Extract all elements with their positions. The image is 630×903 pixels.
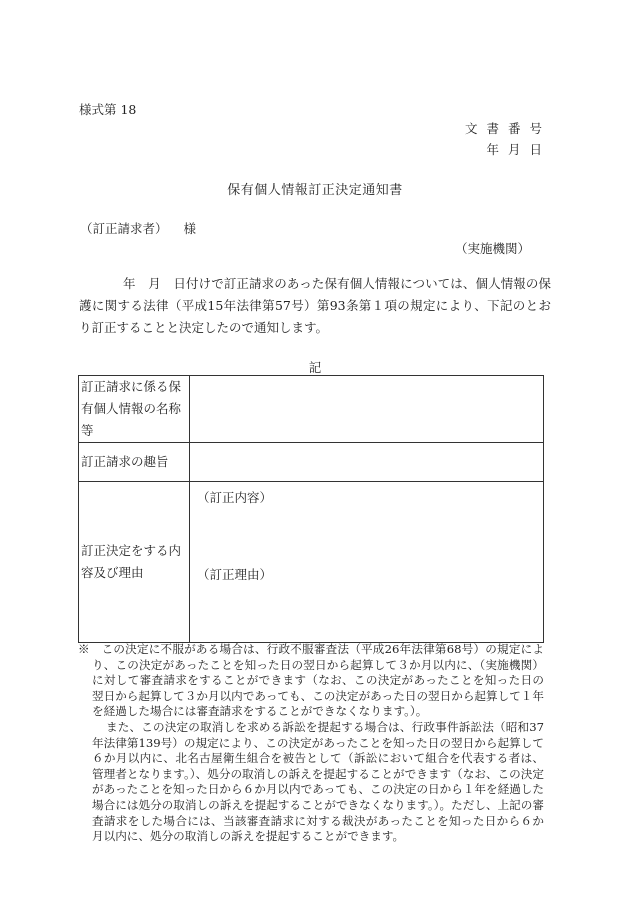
implementing-agency: （実施機関）: [454, 241, 530, 256]
addressee-honorific: 様: [183, 221, 197, 236]
row-value-request-purpose: [190, 443, 544, 482]
notice-paragraph-lawsuit: また、この決定の取消しを求める訴訟を提起する場合は、行政事件訴訟法（昭和37年法律第139号）の規定により、この決定があったことを知った日の翌日から起算して６か月以内に、北名古屋衛生組合を被告として（訴訟において組合を代表する者は、管理者となります。）、処分の取消しの訴えを提起することができます（なお、この決定があったことを知った日から６か月以内であっても、この決定の日から１年を経過した場合には処分の取消しの訴えを提起することができなくなります。）。ただし、上記の審査請求をした場合には、当該審査請求に対する裁決があったことを知った日から６か月以内に、処分の取消しの訴えを提起することができます。: [92, 719, 544, 844]
document-number-label: 文書番号: [464, 121, 551, 136]
correction-content-label: （訂正内容）: [197, 490, 273, 505]
table-row: [79, 482, 544, 643]
notice-paragraph-review: ※ この決定に不服がある場合は、行政不服審査法（平成26年法律第68号）の規定により、この決定があったことを知った日の翌日から起算して３か月以内に、（実施機関）に対して審査請求をすることができます（なお、この決定があったことを知った日の翌日から起算して３か月以内であっても、この決定があった日の翌日から起算して１年を経過した場合には審査請求をすることができなくなります。）。: [78, 642, 544, 719]
appeal-notice: [78, 642, 544, 845]
ki-heading: 記: [308, 360, 322, 375]
form-number: 様式第 18: [79, 102, 137, 117]
correction-reason-label: （訂正理由）: [197, 567, 273, 582]
row-value-decision-content: [190, 482, 544, 643]
row-value-information-name: [190, 376, 544, 443]
table-row: [79, 376, 544, 443]
table-row: [79, 443, 544, 482]
addressee: [80, 219, 196, 237]
row-label-decision-content: 訂正決定をする内容及び理由: [79, 482, 190, 643]
body-text: 年 月 日付けで訂正請求のあった保有個人情報については、個人情報の保護に関する法律（平成15年法律第57号）第93条第１項の規定により、下記のとおり訂正することと決定したので通知します。: [79, 276, 551, 335]
addressee-name: （訂正請求者）: [80, 221, 168, 236]
decision-table: [78, 375, 544, 643]
document-date-label: 年月日: [486, 142, 551, 157]
row-label-request-purpose: 訂正請求の趣旨: [79, 443, 190, 482]
document-title: 保有個人情報訂正決定通知書: [227, 183, 403, 198]
row-label-information-name: 訂正請求に係る保有個人情報の名称等: [79, 376, 190, 443]
